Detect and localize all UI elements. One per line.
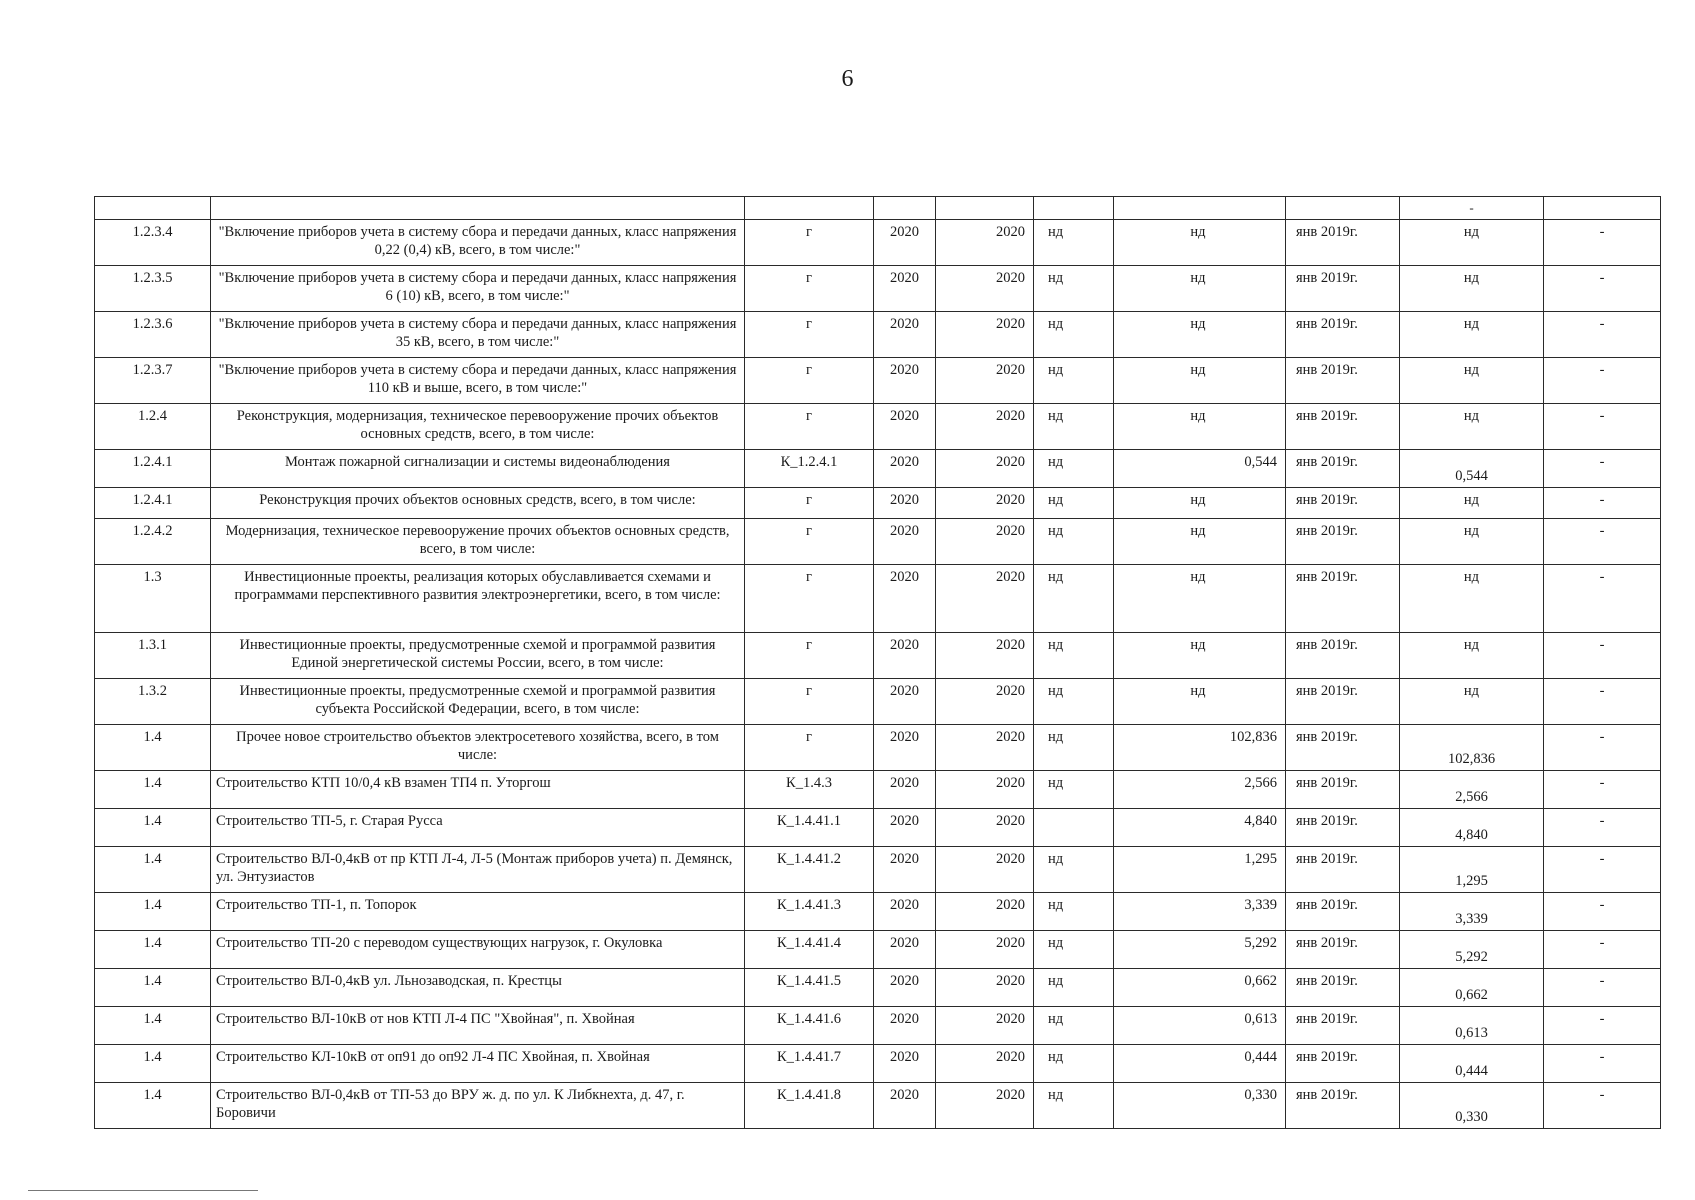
row-status: нд <box>1034 847 1114 893</box>
row-status: нд <box>1034 312 1114 358</box>
table-row <box>95 1045 1661 1083</box>
row-financing: нд <box>1400 404 1544 450</box>
row-name: Строительство ВЛ-0,4кВ ул. Льнозаводская, п. Крестцы <box>211 969 745 1007</box>
header-cell <box>1034 197 1114 220</box>
row-note: - <box>1544 633 1661 679</box>
row-date: янв 2019г. <box>1286 1045 1400 1083</box>
table-row <box>95 220 1661 266</box>
row-financing: 5,292 <box>1400 931 1544 969</box>
row-status: нд <box>1034 931 1114 969</box>
row-code: г <box>745 358 874 404</box>
row-number: 1.4 <box>95 1045 211 1083</box>
row-year-end: 2020 <box>936 931 1034 969</box>
row-status: нд <box>1034 679 1114 725</box>
row-status: нд <box>1034 266 1114 312</box>
header-cell <box>936 197 1034 220</box>
row-financing: нд <box>1400 312 1544 358</box>
row-note: - <box>1544 679 1661 725</box>
row-code: К_1.4.41.7 <box>745 1045 874 1083</box>
row-value: 102,836 <box>1114 725 1286 771</box>
table-row <box>95 450 1661 488</box>
row-year-end: 2020 <box>936 1007 1034 1045</box>
row-year-end: 2020 <box>936 312 1034 358</box>
row-name: Инвестиционные проекты, реализация которых обуславливается схемами и программами перспективного развития электроэнергетики, всего, в том числе: <box>211 565 745 633</box>
row-year-start: 2020 <box>874 312 936 358</box>
row-year-end: 2020 <box>936 633 1034 679</box>
row-year-end: 2020 <box>936 893 1034 931</box>
row-value: 0,544 <box>1114 450 1286 488</box>
row-status: нд <box>1034 969 1114 1007</box>
row-code: г <box>745 633 874 679</box>
row-year-start: 2020 <box>874 809 936 847</box>
table-row <box>95 931 1661 969</box>
row-year-start: 2020 <box>874 679 936 725</box>
row-note: - <box>1544 565 1661 633</box>
row-date: янв 2019г. <box>1286 565 1400 633</box>
row-note: - <box>1544 404 1661 450</box>
row-value: нд <box>1114 404 1286 450</box>
table-row <box>95 312 1661 358</box>
row-note: - <box>1544 266 1661 312</box>
row-note: - <box>1544 931 1661 969</box>
row-number: 1.4 <box>95 893 211 931</box>
row-year-end: 2020 <box>936 450 1034 488</box>
row-date: янв 2019г. <box>1286 725 1400 771</box>
row-year-start: 2020 <box>874 404 936 450</box>
table-row <box>95 1007 1661 1045</box>
row-note: - <box>1544 847 1661 893</box>
row-code: К_1.4.41.6 <box>745 1007 874 1045</box>
row-code: г <box>745 220 874 266</box>
row-note: - <box>1544 519 1661 565</box>
row-code: г <box>745 404 874 450</box>
row-number: 1.2.3.5 <box>95 266 211 312</box>
footer-line <box>28 1190 258 1191</box>
table-row <box>95 847 1661 893</box>
row-value: нд <box>1114 679 1286 725</box>
row-value: 0,613 <box>1114 1007 1286 1045</box>
row-number: 1.4 <box>95 809 211 847</box>
row-name: Строительство ТП-20 с переводом существующих нагрузок, г. Окуловка <box>211 931 745 969</box>
row-value: 0,662 <box>1114 969 1286 1007</box>
row-code: К_1.4.41.5 <box>745 969 874 1007</box>
row-code: К_1.4.41.2 <box>745 847 874 893</box>
row-year-start: 2020 <box>874 893 936 931</box>
row-number: 1.2.3.7 <box>95 358 211 404</box>
row-financing: 3,339 <box>1400 893 1544 931</box>
row-year-end: 2020 <box>936 358 1034 404</box>
header-cell <box>745 197 874 220</box>
row-status: нд <box>1034 1045 1114 1083</box>
row-status: нд <box>1034 358 1114 404</box>
row-number: 1.4 <box>95 1007 211 1045</box>
row-code: г <box>745 266 874 312</box>
row-code: К_1.4.41.3 <box>745 893 874 931</box>
row-value: 4,840 <box>1114 809 1286 847</box>
row-financing: нд <box>1400 266 1544 312</box>
row-value: нд <box>1114 488 1286 519</box>
row-year-start: 2020 <box>874 1007 936 1045</box>
row-value: 0,330 <box>1114 1083 1286 1129</box>
row-name: "Включение приборов учета в систему сбора и передачи данных, класс напряжения 0,22 (0,4) кВ, всего, в том числе:" <box>211 220 745 266</box>
row-status: нд <box>1034 1007 1114 1045</box>
row-date: янв 2019г. <box>1286 1007 1400 1045</box>
table-row <box>95 565 1661 633</box>
table-row <box>95 725 1661 771</box>
row-date: янв 2019г. <box>1286 519 1400 565</box>
row-value: нд <box>1114 220 1286 266</box>
row-note: - <box>1544 312 1661 358</box>
row-code: г <box>745 519 874 565</box>
row-name: Строительство ВЛ-0,4кВ от пр КТП Л-4, Л-5 (Монтаж приборов учета) п. Демянск, ул. Энтузиастов <box>211 847 745 893</box>
row-number: 1.4 <box>95 1083 211 1129</box>
row-number: 1.4 <box>95 931 211 969</box>
row-year-start: 2020 <box>874 220 936 266</box>
row-name: Строительство ТП-1, п. Топорок <box>211 893 745 931</box>
row-date: янв 2019г. <box>1286 847 1400 893</box>
table-row <box>95 809 1661 847</box>
table-row <box>95 633 1661 679</box>
table-row <box>95 969 1661 1007</box>
row-number: 1.3 <box>95 565 211 633</box>
row-name: Строительство КЛ-10кВ от оп91 до оп92 Л-4 ПС Хвойная, п. Хвойная <box>211 1045 745 1083</box>
table-row <box>95 358 1661 404</box>
row-number: 1.2.3.4 <box>95 220 211 266</box>
row-year-start: 2020 <box>874 725 936 771</box>
row-code: К_1.2.4.1 <box>745 450 874 488</box>
row-code: г <box>745 679 874 725</box>
row-note: - <box>1544 1007 1661 1045</box>
table-row <box>95 404 1661 450</box>
row-year-end: 2020 <box>936 519 1034 565</box>
header-cell <box>1286 197 1400 220</box>
row-number: 1.2.4.2 <box>95 519 211 565</box>
row-name: "Включение приборов учета в систему сбора и передачи данных, класс напряжения 110 кВ и выше, всего, в том числе:" <box>211 358 745 404</box>
row-name: Реконструкция прочих объектов основных средств, всего, в том числе: <box>211 488 745 519</box>
table-row <box>95 679 1661 725</box>
row-number: 1.2.4.1 <box>95 450 211 488</box>
row-note: - <box>1544 450 1661 488</box>
row-year-end: 2020 <box>936 847 1034 893</box>
row-financing: 0,544 <box>1400 450 1544 488</box>
row-year-end: 2020 <box>936 725 1034 771</box>
row-financing: нд <box>1400 565 1544 633</box>
row-number: 1.4 <box>95 969 211 1007</box>
row-name: Реконструкция, модернизация, техническое перевооружение прочих объектов основных средств, всего, в том числе: <box>211 404 745 450</box>
row-value: 0,444 <box>1114 1045 1286 1083</box>
row-name: Строительство ТП-5, г. Старая Русса <box>211 809 745 847</box>
row-value: нд <box>1114 519 1286 565</box>
row-status: нд <box>1034 725 1114 771</box>
row-financing: 0,662 <box>1400 969 1544 1007</box>
row-year-start: 2020 <box>874 1045 936 1083</box>
row-financing: 2,566 <box>1400 771 1544 809</box>
table-row <box>95 488 1661 519</box>
row-number: 1.4 <box>95 847 211 893</box>
row-financing: нд <box>1400 488 1544 519</box>
row-financing: 1,295 <box>1400 847 1544 893</box>
row-name: Строительство ВЛ-10кВ от нов КТП Л-4 ПС "Хвойная", п. Хвойная <box>211 1007 745 1045</box>
row-financing: 0,613 <box>1400 1007 1544 1045</box>
row-value: 5,292 <box>1114 931 1286 969</box>
row-note: - <box>1544 220 1661 266</box>
row-value: 3,339 <box>1114 893 1286 931</box>
header-dash: - <box>1400 197 1544 220</box>
row-value: 1,295 <box>1114 847 1286 893</box>
row-status: нд <box>1034 633 1114 679</box>
row-note: - <box>1544 1045 1661 1083</box>
row-financing: нд <box>1400 679 1544 725</box>
row-date: янв 2019г. <box>1286 220 1400 266</box>
row-year-start: 2020 <box>874 847 936 893</box>
row-year-end: 2020 <box>936 1045 1034 1083</box>
row-name: "Включение приборов учета в систему сбора и передачи данных, класс напряжения 35 кВ, всего, в том числе:" <box>211 312 745 358</box>
row-year-end: 2020 <box>936 809 1034 847</box>
row-number: 1.3.1 <box>95 633 211 679</box>
row-number: 1.3.2 <box>95 679 211 725</box>
row-name: Монтаж пожарной сигнализации и системы видеонаблюдения <box>211 450 745 488</box>
row-date: янв 2019г. <box>1286 809 1400 847</box>
row-note: - <box>1544 969 1661 1007</box>
row-financing: нд <box>1400 358 1544 404</box>
row-number: 1.2.3.6 <box>95 312 211 358</box>
row-status: нд <box>1034 450 1114 488</box>
row-year-end: 2020 <box>936 220 1034 266</box>
row-year-start: 2020 <box>874 488 936 519</box>
row-number: 1.4 <box>95 725 211 771</box>
row-number: 1.4 <box>95 771 211 809</box>
row-date: янв 2019г. <box>1286 633 1400 679</box>
row-name: Модернизация, техническое перевооружение прочих объектов основных средств, всего, в том числе: <box>211 519 745 565</box>
row-date: янв 2019г. <box>1286 893 1400 931</box>
row-status: нд <box>1034 1083 1114 1129</box>
row-year-start: 2020 <box>874 266 936 312</box>
row-status: нд <box>1034 488 1114 519</box>
row-code: г <box>745 725 874 771</box>
header-cell <box>95 197 211 220</box>
page-number: 6 <box>841 66 854 92</box>
row-year-start: 2020 <box>874 931 936 969</box>
row-financing: 4,840 <box>1400 809 1544 847</box>
row-year-start: 2020 <box>874 633 936 679</box>
row-value: нд <box>1114 633 1286 679</box>
row-note: - <box>1544 771 1661 809</box>
row-code: г <box>745 565 874 633</box>
row-financing: нд <box>1400 519 1544 565</box>
row-note: - <box>1544 358 1661 404</box>
table-row <box>95 771 1661 809</box>
table-row <box>95 266 1661 312</box>
row-value: нд <box>1114 312 1286 358</box>
row-date: янв 2019г. <box>1286 679 1400 725</box>
row-code: г <box>745 312 874 358</box>
row-code: К_1.4.41.1 <box>745 809 874 847</box>
header-cell <box>1114 197 1286 220</box>
row-year-start: 2020 <box>874 771 936 809</box>
row-year-start: 2020 <box>874 969 936 1007</box>
row-name: Инвестиционные проекты, предусмотренные схемой и программой развития субъекта Российской Федерации, всего, в том числе: <box>211 679 745 725</box>
row-name: Инвестиционные проекты, предусмотренные схемой и программой развития Единой энергетической системы России, всего, в том числе: <box>211 633 745 679</box>
row-status: нд <box>1034 220 1114 266</box>
row-date: янв 2019г. <box>1286 450 1400 488</box>
row-year-end: 2020 <box>936 488 1034 519</box>
row-year-end: 2020 <box>936 679 1034 725</box>
row-note: - <box>1544 893 1661 931</box>
row-financing: 0,444 <box>1400 1045 1544 1083</box>
row-status <box>1034 809 1114 847</box>
header-cell <box>874 197 936 220</box>
row-financing: 0,330 <box>1400 1083 1544 1129</box>
row-date: янв 2019г. <box>1286 404 1400 450</box>
row-number: 1.2.4.1 <box>95 488 211 519</box>
table-header-row <box>95 197 1661 220</box>
row-name: Строительство КТП 10/0,4 кВ взамен ТП4 п. Уторгош <box>211 771 745 809</box>
row-date: янв 2019г. <box>1286 1083 1400 1129</box>
row-year-end: 2020 <box>936 565 1034 633</box>
row-financing: нд <box>1400 220 1544 266</box>
row-value: нд <box>1114 266 1286 312</box>
row-year-end: 2020 <box>936 969 1034 1007</box>
row-note: - <box>1544 488 1661 519</box>
row-year-start: 2020 <box>874 519 936 565</box>
row-name: Прочее новое строительство объектов электросетевого хозяйства, всего, в том числе: <box>211 725 745 771</box>
row-code: К_1.4.3 <box>745 771 874 809</box>
row-year-start: 2020 <box>874 358 936 404</box>
row-status: нд <box>1034 893 1114 931</box>
row-value: нд <box>1114 358 1286 404</box>
row-date: янв 2019г. <box>1286 312 1400 358</box>
table-row <box>95 1083 1661 1129</box>
row-date: янв 2019г. <box>1286 969 1400 1007</box>
row-date: янв 2019г. <box>1286 358 1400 404</box>
row-code: К_1.4.41.4 <box>745 931 874 969</box>
table-row <box>95 519 1661 565</box>
row-code: г <box>745 488 874 519</box>
row-date: янв 2019г. <box>1286 266 1400 312</box>
row-value: нд <box>1114 565 1286 633</box>
row-value: 2,566 <box>1114 771 1286 809</box>
row-number: 1.2.4 <box>95 404 211 450</box>
row-status: нд <box>1034 404 1114 450</box>
row-financing: 102,836 <box>1400 725 1544 771</box>
row-year-end: 2020 <box>936 266 1034 312</box>
row-name: "Включение приборов учета в систему сбора и передачи данных, класс напряжения 6 (10) кВ, всего, в том числе:" <box>211 266 745 312</box>
row-name: Строительство ВЛ-0,4кВ от ТП-53 до ВРУ ж. д. по ул. К Либкнехта, д. 47, г. Боровичи <box>211 1083 745 1129</box>
row-status: нд <box>1034 771 1114 809</box>
row-note: - <box>1544 1083 1661 1129</box>
row-note: - <box>1544 809 1661 847</box>
row-year-end: 2020 <box>936 1083 1034 1129</box>
investment-table <box>94 196 1661 1129</box>
row-year-end: 2020 <box>936 404 1034 450</box>
row-year-end: 2020 <box>936 771 1034 809</box>
row-status: нд <box>1034 565 1114 633</box>
row-date: янв 2019г. <box>1286 771 1400 809</box>
row-year-start: 2020 <box>874 450 936 488</box>
row-date: янв 2019г. <box>1286 931 1400 969</box>
row-year-start: 2020 <box>874 1083 936 1129</box>
header-cell <box>211 197 745 220</box>
header-cell <box>1544 197 1661 220</box>
row-date: янв 2019г. <box>1286 488 1400 519</box>
row-financing: нд <box>1400 633 1544 679</box>
row-status: нд <box>1034 519 1114 565</box>
row-note: - <box>1544 725 1661 771</box>
table-row <box>95 893 1661 931</box>
row-code: К_1.4.41.8 <box>745 1083 874 1129</box>
row-year-start: 2020 <box>874 565 936 633</box>
